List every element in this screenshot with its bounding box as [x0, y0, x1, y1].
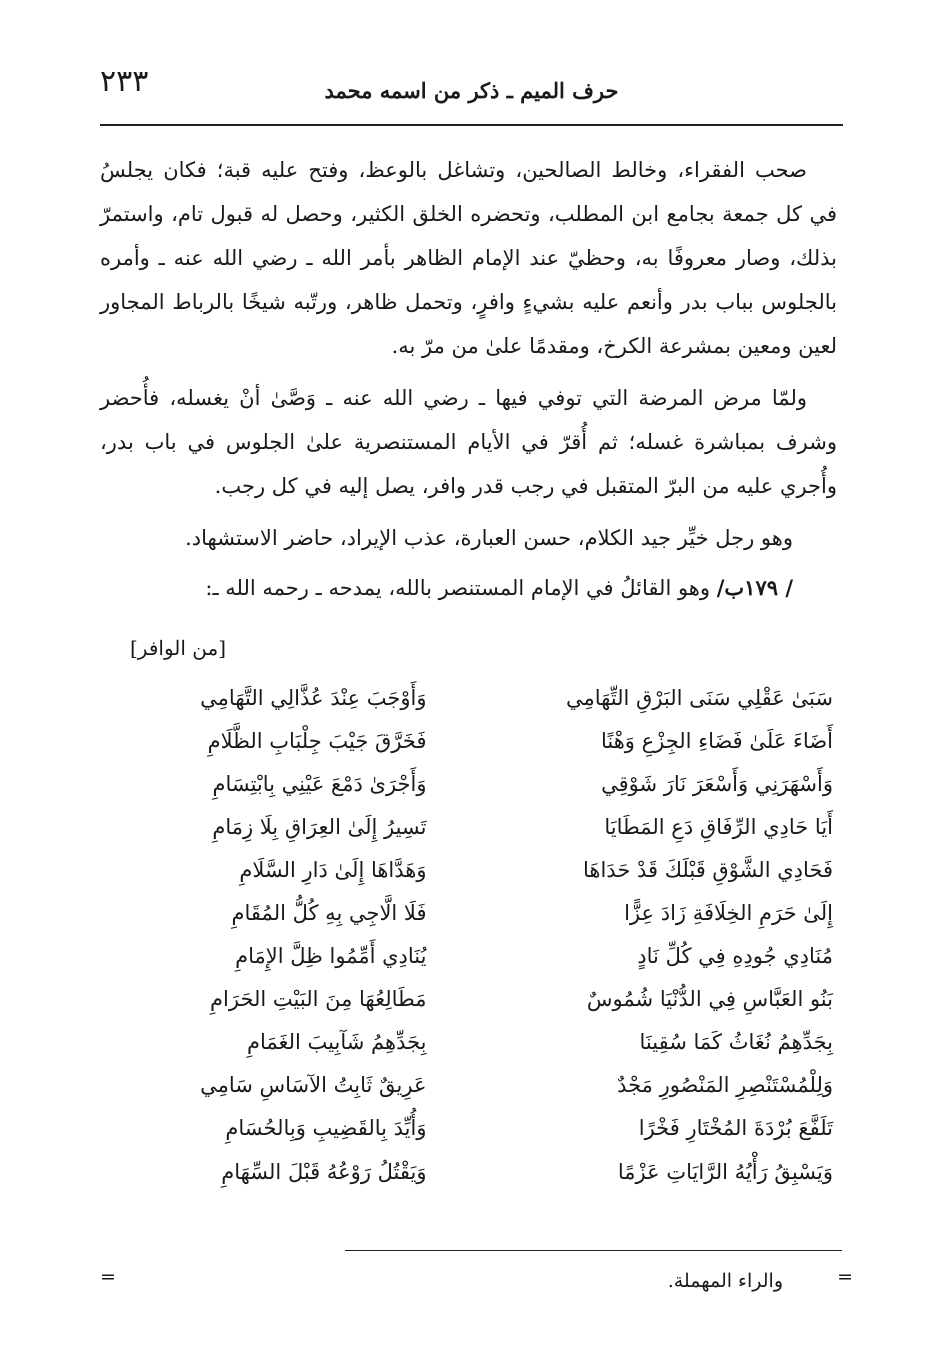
- footnote-continuation-mark-left: =: [100, 1266, 116, 1288]
- verse-line: [100, 848, 833, 891]
- hemistich-first: فَحَادِي الشَّوْقِ قَبْلَكَ قَدْ حَدَاهَا: [583, 857, 833, 882]
- hemistich-first: وَيَسْبِقُ رَأْيُهُ الرَّايَاتِ عَزْمًا: [617, 1159, 833, 1184]
- hemistich-second: وَيَقْتُلُ رَوْعُهُ قَبْلَ السِّهَامِ: [221, 1159, 427, 1184]
- page-number: ٢٣٣: [100, 64, 149, 99]
- footnote-text: والراء المهملة.: [667, 1270, 783, 1292]
- hemistich-first: وَأَسْهَرَنِي وَأَسْعَرَ نَارَ شَوْقِي: [601, 771, 833, 796]
- hemistich-second: وَأَجْرَىٰ دَمْعَ عَيْنِي بِابْتِسَامِ: [212, 771, 427, 796]
- paragraph-3: وهو رجل خيِّر جيد الكلام، حسن العبارة، عذب الإيراد، حاضر الاستشهاد.: [185, 526, 793, 550]
- hemistich-second: تَسِيرُ إِلَىٰ العِرَاقِ بِلَا زِمَامِ: [212, 814, 427, 839]
- verse-line: [100, 978, 833, 1021]
- body-text: [100, 148, 837, 616]
- hemistich-first: أَيَا حَادِي الرِّفَاقِ دَعِ المَطَايَا: [604, 814, 833, 839]
- verse-line: [100, 1150, 833, 1193]
- poem: [100, 676, 833, 1193]
- hemistich-second: بِجَدِّهِمُ شَآبِيبَ الغَمَامِ: [246, 1030, 427, 1055]
- paragraph-2: ولمّا مرض المرضة التي توفي فيها ـ رضي الله عنه ـ وَصَّىٰ أنْ يغسله، فأُحضر وشرف بمباشرة غسله؛ ثم أُقرّ في الأيام المستنصرية علىٰ الجلوس في باب بدر، وأُجري عليه من البرّ المتقبل في رجب قدر وافر، يصل إليه في كل رجب.: [100, 386, 837, 498]
- verse-line: [100, 1107, 833, 1150]
- footnote-rule: [345, 1250, 842, 1251]
- folio-marker: / ١٧٩ب/: [716, 575, 793, 600]
- hemistich-second: وَهَدَّاهَا إِلَىٰ دَارِ السَّلَامِ: [239, 857, 427, 882]
- running-title: حرف الميم ـ ذكر من اسمه محمد: [324, 78, 619, 103]
- verse-line: [100, 719, 833, 762]
- hemistich-first: بَنُو العَبَّاسِ فِي الدُّنْيَا شُمُوسٌ: [586, 987, 833, 1012]
- verse-line: [100, 891, 833, 934]
- verse-line: [100, 676, 833, 719]
- folio-line-text: وهو القائلُ في الإمام المستنصر بالله، يمدحه ـ رحمه الله ـ:: [205, 576, 711, 600]
- hemistich-second: فَخَرَّقَ جَيْبَ جِلْبَابِ الظَّلَامِ: [207, 728, 427, 753]
- hemistich-first: مُنَادِي جُودِهِ فِي كُلِّ نَادٍ: [637, 944, 833, 969]
- hemistich-first: سَبَىٰ عَقْلِي سَنَى البَرْقِ التِّهَامِي: [565, 685, 833, 710]
- hemistich-first: إِلَىٰ حَرَمِ الخِلَافَةِ زَادَ عِزًّا: [624, 901, 833, 926]
- meter-label: [من الوافر]: [130, 636, 227, 660]
- hemistich-second: وَأَوْجَبَ عِنْدَ عُذَّالِي التَّهَامِي: [200, 685, 427, 710]
- hemistich-second: وَأُيِّدَ بِالقَضِيبِ وَبِالحُسَامِ: [225, 1116, 427, 1141]
- hemistich-second: عَرِيقٌ ثَابِتُ الآسَاسِ سَامِي: [200, 1073, 427, 1098]
- hemistich-first: تَلَفَّعَ بُرْدَةَ المُخْتَارِ فَخْرًا: [638, 1116, 833, 1141]
- verse-line: [100, 935, 833, 978]
- verse-line: [100, 1021, 833, 1064]
- footnote-continuation-mark-right: =: [837, 1266, 853, 1288]
- folio-line: [100, 566, 837, 610]
- verse-line: [100, 1064, 833, 1107]
- header-rule: [100, 124, 843, 126]
- hemistich-first: وَلِلْمُسْتَنْصِرِ المَنْصُورِ مَجْدٌ: [617, 1073, 833, 1098]
- hemistich-first: أَضَاءَ عَلَىٰ فَضَاءِ الجِزْعِ وَهْنًا: [600, 728, 833, 753]
- hemistich-second: مَطَالِعُهَا مِنَ البَيْتِ الحَرَامِ: [210, 987, 427, 1012]
- hemistich-second: يُنَادِي أَمِّمُوا ظِلَّ الإِمَامِ: [235, 944, 427, 969]
- verse-line: [100, 762, 833, 805]
- hemistich-first: بِجَدِّهِمُ نُغَاثُ كَمَا سُقِينَا: [639, 1030, 833, 1055]
- paragraph-1: صحب الفقراء، وخالط الصالحين، وتشاغل بالوعظ، وفتح عليه قبة؛ فكان يجلسُ في كل جمعة بجامع ابن المطلب، وتحضره الخلق الكثير، وحصل له قبول تام، واستمرّ بذلك، وصار معروفًا به، وحظيّ عند الإمام الظاهر بأمر الله ـ رضي الله عنه ـ وأمره بالجلوس بباب بدر وأنعم عليه بشيءٍ وافرٍ، وتحمل ظاهر، ورتّبه شيخًا بالرباط المجاور لعين ومعين بمشرعة الكرخ، ومقدمًا علىٰ من مرّ به.: [100, 158, 837, 358]
- verse-line: [100, 805, 833, 848]
- hemistich-second: فَلَا الَّاجِي بِهِ كُلُّ المُقَامِ: [231, 901, 427, 926]
- page-header: [100, 64, 843, 120]
